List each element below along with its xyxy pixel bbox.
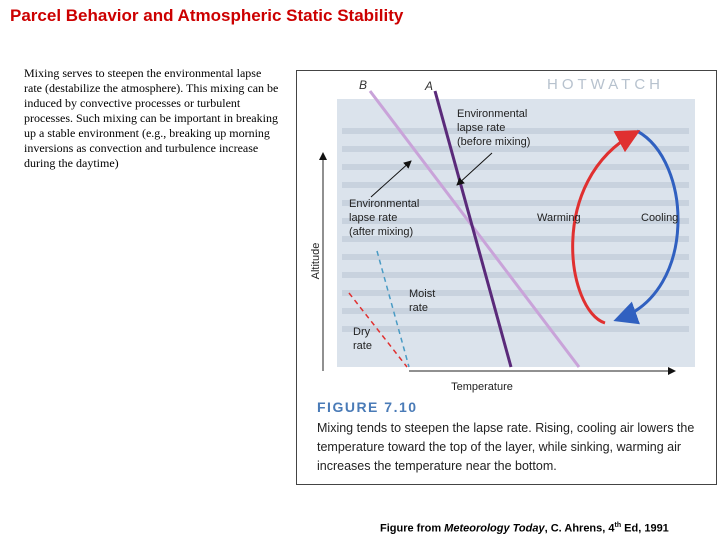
figure-credit: Figure from Meteorology Today, C. Ahrens, 4th Ed, 1991 [380,522,669,535]
svg-text:(after mixing): (after mixing) [349,226,414,238]
background-heading: HOTWATCH [547,76,664,93]
svg-text:lapse rate: lapse rate [349,212,398,224]
svg-text:(before mixing): (before mixing) [457,136,531,148]
cooling-label: Cooling [641,212,679,224]
warming-label: Warming [537,212,581,224]
svg-text:rate: rate [409,302,428,314]
svg-text:Moist: Moist [409,288,436,300]
figure-panel [296,70,717,485]
svg-text:Dry: Dry [353,326,371,338]
altitude-axis-label: Altitude [310,242,322,280]
svg-text:lapse rate: lapse rate [457,122,506,134]
figure-caption-text: Mixing tends to steepen the lapse rate. Rising, cooling air lowers the temperature toward the top of the layer, while sinking, warming air increases the temperature near the bottom. [317,421,695,473]
slide-body-text: Mixing serves to steepen the environmental lapse rate (destabilize the atmosphere). This mixing can be induced by convective processes or turbulent processes. Such mixing can be important in breaking up a stable environment (e.g., breaking up morning inversions as convection and turbulence increase during the daytime) [24,66,279,170]
slide-title: Parcel Behavior and Atmospheric Static Stability [10,6,404,25]
svg-text:Environmental: Environmental [349,198,420,210]
line-a-label: A [425,79,434,93]
figure-caption-heading: FIGURE 7.10 [317,399,418,415]
line-b-label: B [359,78,368,92]
svg-text:rate: rate [353,340,372,352]
temperature-axis-label: Temperature [451,381,513,393]
svg-text:Environmental: Environmental [457,108,528,120]
